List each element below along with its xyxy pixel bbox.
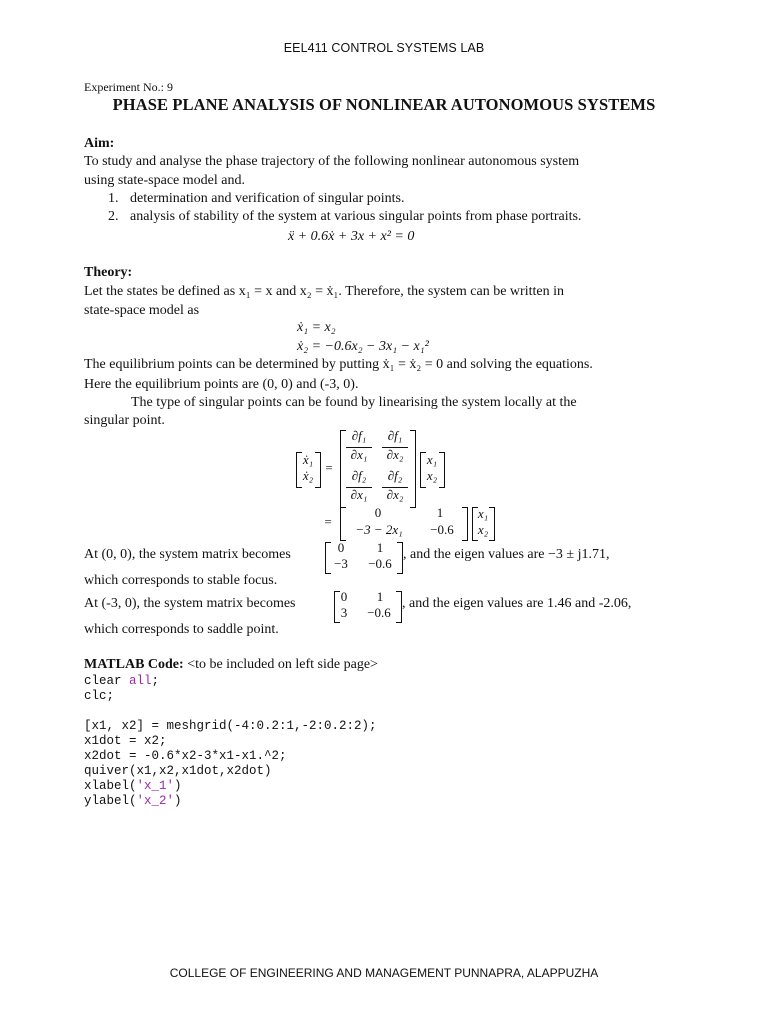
aim-line-2: using state-space model and. <box>84 173 245 188</box>
at-minus3-text: At (-3, 0), the system matrix becomes <box>84 596 296 611</box>
code-blank-line <box>84 704 377 719</box>
code-block <box>84 674 377 809</box>
code-line-8 <box>84 794 377 809</box>
jacobian-equation <box>296 430 456 508</box>
minus3-eigen-text: , and the eigen values are 1.46 and -2.06, <box>402 596 632 611</box>
linearised-matrix <box>322 505 502 541</box>
code-ylabel-string: 'x_2' <box>136 794 175 808</box>
origin-a11: 0 <box>337 540 345 555</box>
lin-vec-right-bracket <box>489 507 495 541</box>
minus3-a22: −0.6 <box>367 605 391 620</box>
system-equation: ẍ + 0.6ẋ + 3x + x² = 0 <box>288 229 415 244</box>
code-line-6: quiver(x1,x2,x1dot,x2dot) <box>84 764 272 778</box>
df1-a: ∂f₁ <box>351 428 367 443</box>
df2-b: ∂f₂ <box>387 468 403 483</box>
lin-a12: 1 <box>436 505 444 520</box>
matlab-heading-line <box>84 657 378 673</box>
code-all-keyword: all <box>129 674 152 688</box>
code-ylabel: ylabel( <box>84 794 137 808</box>
theory-heading: Theory: <box>84 265 133 280</box>
dx1-a: ∂x₁ <box>350 447 368 462</box>
theory-line-4: Here the equilibrium points are (0, 0) and (-3, 0). <box>84 377 359 392</box>
theory-line-1: Let the states be defined as x₁ = x and x₂ = ẋ₁. Therefore, the system can be written in <box>84 284 564 299</box>
lin-a11: 0 <box>374 505 382 520</box>
df2-a: ∂f₂ <box>351 468 367 483</box>
aim-item-1: determination and verification of singular points. <box>130 191 405 206</box>
origin-stability: which corresponds to stable focus. <box>84 573 278 588</box>
minus3-system-matrix <box>334 589 404 623</box>
theory-line-3: The equilibrium points can be determined by putting ẋ₁ = ẋ₂ = 0 and solving the equations. <box>84 357 593 372</box>
code-line-2: clc; <box>84 689 115 703</box>
code-paren-2: ) <box>174 794 182 808</box>
code-paren: ) <box>174 779 182 793</box>
code-line-1 <box>84 674 377 689</box>
aim-item-1-number: 1. <box>108 191 119 206</box>
origin-a22: −0.6 <box>368 556 392 571</box>
matlab-note: <to be included on left side page> <box>183 657 378 672</box>
aim-item-2-number: 2. <box>108 209 119 224</box>
aim-heading: Aim: <box>84 136 115 151</box>
lhs-x2dot: ẋ₂ <box>302 468 314 483</box>
aim-item-2: analysis of stability of the system at various singular points from phase portraits. <box>130 209 582 224</box>
code-semicolon: ; <box>151 674 160 688</box>
lin-a22: −0.6 <box>430 522 454 537</box>
lin-vec-x2: x₂ <box>477 522 489 537</box>
at-origin-text: At (0, 0), the system matrix becomes <box>84 547 291 562</box>
code-line-3: [x1, x2] = meshgrid(-4:0.2:1,-2:0.2:2); <box>84 719 377 733</box>
jacobian-right-bracket <box>410 430 416 508</box>
page-footer: COLLEGE OF ENGINEERING AND MANAGEMENT PUNNAPRA, ALAPPUZHA <box>169 966 599 980</box>
theory-line-5: The type of singular points can be found by linearising the system locally at the <box>131 395 577 410</box>
experiment-number: Experiment No.: 9 <box>84 80 173 94</box>
minus3-a12: 1 <box>376 589 384 604</box>
code-line-7 <box>84 779 377 794</box>
minus3-a11: 0 <box>340 589 348 604</box>
dx1-b: ∂x₁ <box>350 487 368 502</box>
page-title: PHASE PLANE ANALYSIS OF NONLINEAR AUTONOMOUS SYSTEMS <box>112 95 656 114</box>
lin-vec-x1: x₁ <box>477 506 489 521</box>
equals-sign-2: = <box>324 514 332 529</box>
state-equation-2: ẋ₂ = −0.6x₂ − 3x₁ − x₁² <box>297 339 429 354</box>
code-clear: clear <box>84 674 130 688</box>
origin-a12: 1 <box>376 540 384 555</box>
dx2-a: ∂x₂ <box>386 447 404 462</box>
code-line-4: x1dot = x2; <box>84 734 167 748</box>
theory-line-6: singular point. <box>84 413 165 428</box>
minus3-stability: which corresponds to saddle point. <box>84 622 279 637</box>
lhs-x1dot: ẋ₁ <box>302 452 314 467</box>
vec-x2: x₂ <box>426 468 438 483</box>
equals-sign: = <box>325 460 333 475</box>
state-equation-1: ẋ₁ = x₂ <box>297 320 336 335</box>
theory-line-2: state-space model as <box>84 303 200 318</box>
origin-a21: −3 <box>334 556 348 571</box>
origin-eigen-text: , and the eigen values are −3 ± j1.71, <box>403 547 610 562</box>
lin-a21: −3 − 2x₁ <box>355 522 403 537</box>
dx2-b: ∂x₂ <box>386 487 404 502</box>
vec-right-bracket <box>439 452 445 488</box>
df1-b: ∂f₁ <box>387 428 403 443</box>
aim-line-1: To study and analyse the phase trajectory of the following nonlinear autonomous system <box>84 154 580 169</box>
page-header: EEL411 CONTROL SYSTEMS LAB <box>283 41 485 55</box>
lin-right-bracket <box>462 507 468 541</box>
minus3-a21: 3 <box>340 605 348 620</box>
code-xlabel-string: 'x_1' <box>136 779 175 793</box>
matlab-heading: MATLAB Code: <box>84 657 184 672</box>
origin-system-matrix <box>325 540 403 574</box>
right-bracket <box>315 452 321 488</box>
code-line-5: x2dot = -0.6*x2-3*x1-x1.^2; <box>84 749 287 763</box>
vec-x1: x₁ <box>426 452 438 467</box>
code-xlabel: xlabel( <box>84 779 137 793</box>
